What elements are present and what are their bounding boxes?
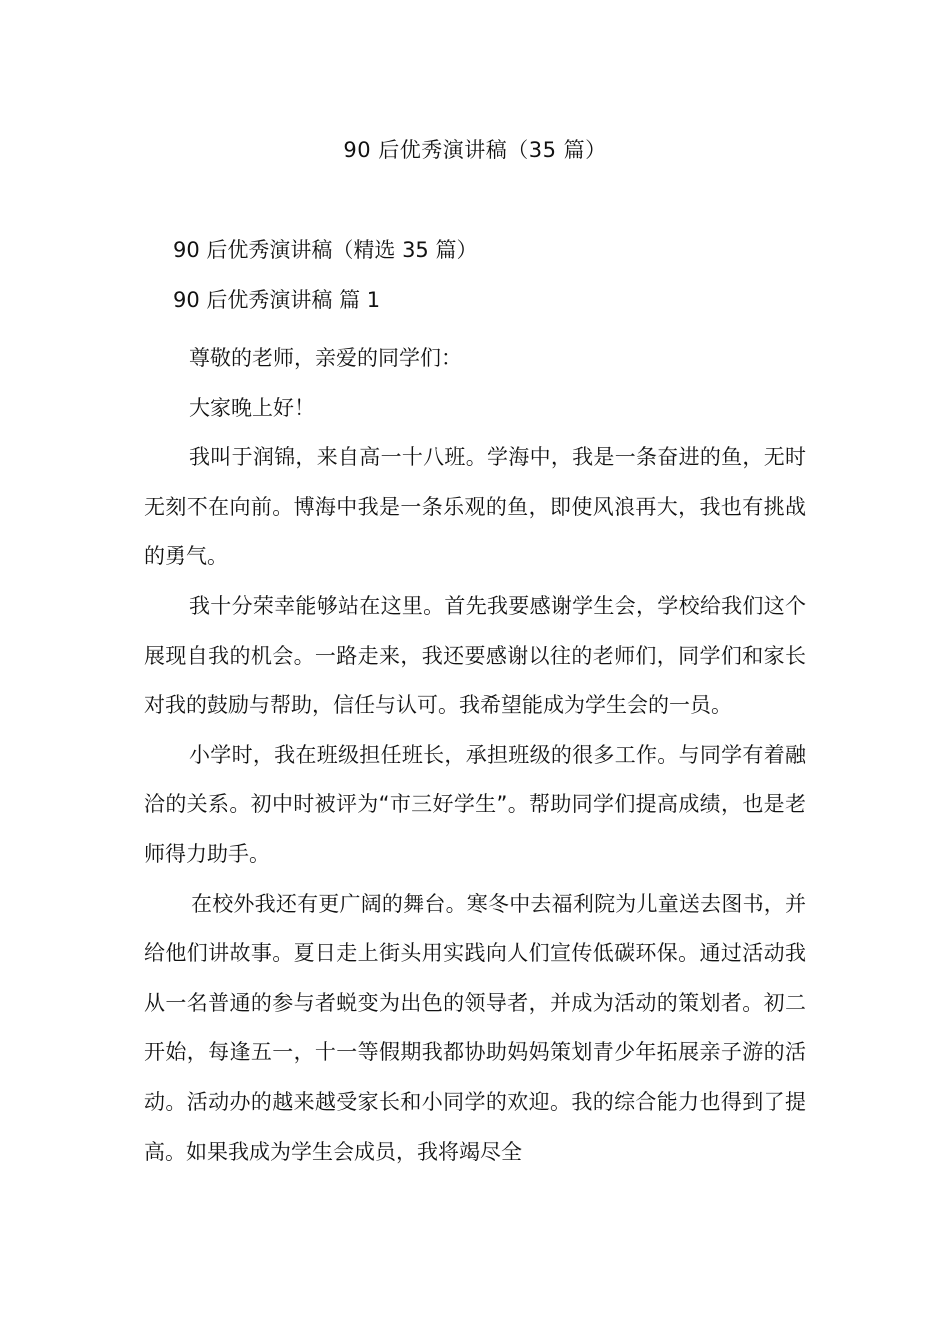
paragraph-greeting: 大家晚上好！ <box>189 395 315 420</box>
section-heading: 90 后优秀演讲稿 篇 1 <box>173 288 381 312</box>
paragraph-experience: 小学时，我在班级担任班长，承担班级的很多工作。与同学有着融洽的关系。初中时被评为“市三好学生”。帮助同学们提高成绩，也是老师得力助手。 <box>144 742 806 866</box>
document-title: 90 后优秀演讲稿（35 篇） <box>343 138 607 162</box>
paragraph-salutation: 尊敬的老师，亲爱的同学们： <box>189 346 462 370</box>
paragraph-introduction: 我叫于润锦，来自高一十八班。学海中，我是一条奋进的鱼，无时无刻不在向前。博海中我是一条乐观的鱼，即使风浪再大，我也有挑战的勇气。 <box>144 445 806 569</box>
speech-body <box>144 334 806 1177</box>
document-subtitle: 90 后优秀演讲稿（精选 35 篇） <box>173 238 478 262</box>
paragraph-activities: 在校外我还有更广阔的舞台。寒冬中去福利院为儿童送去图书，并给他们讲故事。夏日走上街头用实践向人们宣传低碳环保。通过活动我从一名普通的参与者蜕变为出色的领导者，并成为活动的策划者。初二开始，每逢五一，十一等假期我都协助妈妈策划青少年拓展亲子游的活动。活动办的越来越受家长和小同学的欢迎。我的综合能力也得到了提高。如果我成为学生会成员，我将竭尽全 <box>144 891 806 1164</box>
paragraph-gratitude: 我十分荣幸能够站在这里。首先我要感谢学生会，学校给我们这个展现自我的机会。一路走来，我还要感谢以往的老师们，同学们和家长对我的鼓励与帮助，信任与认可。我希望能成为学生会的一员。 <box>144 593 806 718</box>
